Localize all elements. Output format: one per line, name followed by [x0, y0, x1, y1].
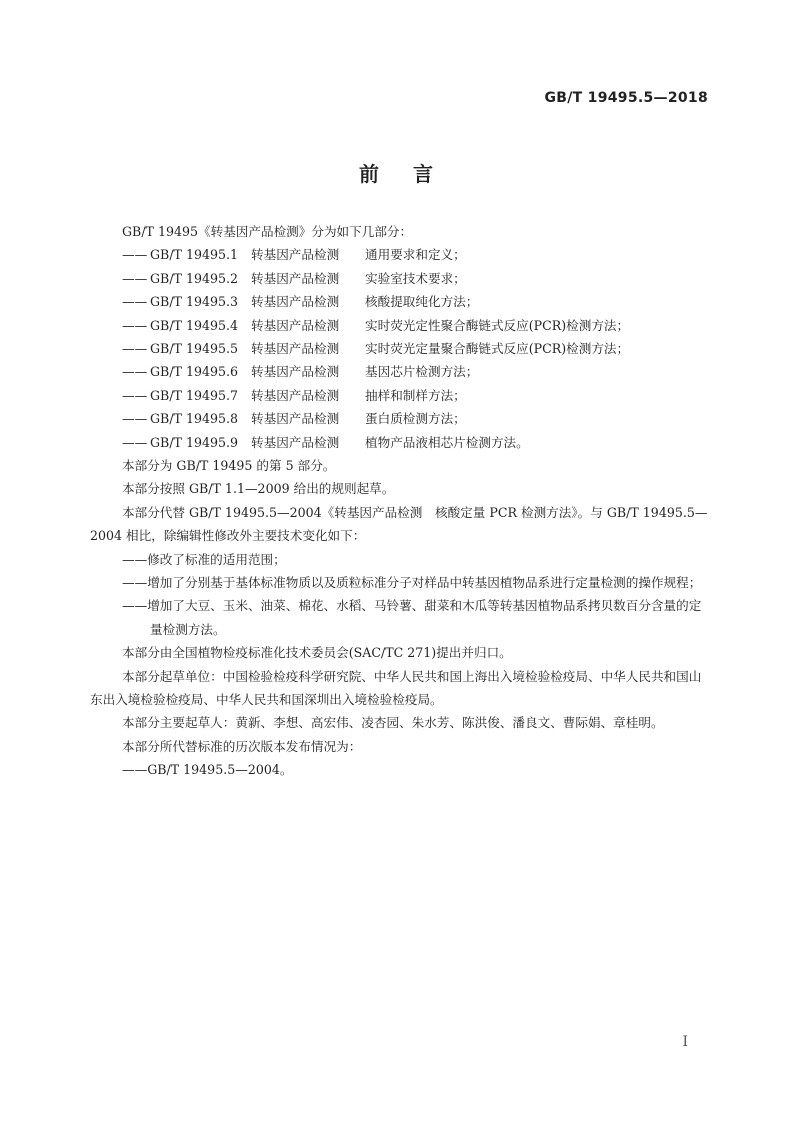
list-item	[122, 243, 712, 266]
list-item	[122, 571, 712, 594]
change-text: 增加了分别基于基体标准物质以及质粒标准分子对样品中转基因植物品系进行定量检测的操作规程；	[147, 574, 702, 590]
list-item	[122, 314, 712, 337]
dash-mark: ——	[122, 762, 148, 778]
part-code: GB/T 19495.8	[150, 411, 239, 427]
list-item	[122, 267, 712, 290]
dash-mark: ——	[122, 317, 148, 333]
part-category: 转基因产品检测	[251, 247, 340, 263]
replacement-paragraph: 本部分代替 GB/T 19495.5—2004《转基因产品检测 核酸定量 PCR 检测方法》。与 GB/T 19495.5—2004 相比，除编辑性修改外主要技术变化如下：	[90, 504, 708, 544]
document-body	[90, 220, 712, 782]
dash-mark: ——	[122, 551, 148, 567]
list-item	[122, 360, 712, 383]
history-entry: GB/T 19495.5—2004。	[147, 762, 293, 778]
list-item	[122, 594, 712, 641]
list-item	[122, 290, 712, 313]
part-name: 植物产品液相芯片检测方法。	[365, 434, 529, 450]
drafting-units-paragraph: 本部分起草单位：中国检验检疫科学研究院、中华人民共和国上海出入境检验检疫局、中华人民共和国山东出入境检验检疫局、中华人民共和国深圳出入境检验检疫局。	[90, 668, 702, 707]
list-item	[122, 337, 712, 360]
dash-mark: ——	[122, 598, 148, 614]
intro-paragraph: GB/T 19495《转基因产品检测》分为如下几部分：	[122, 224, 413, 239]
dash-mark: ——	[122, 247, 148, 263]
dash-mark: ——	[122, 294, 148, 310]
proposed-by-paragraph: 本部分由全国植物检疫标准化技术委员会(SAC/TC 271)提出并归口。	[122, 645, 512, 661]
changes-list	[122, 548, 712, 642]
page-number: I	[682, 1034, 688, 1050]
list-item	[122, 758, 712, 781]
dash-mark: ——	[122, 270, 148, 286]
part-name: 通用要求和定义；	[365, 247, 466, 263]
part-category: 转基因产品检测	[251, 294, 340, 310]
part-category: 转基因产品检测	[251, 364, 340, 380]
dash-mark: ——	[122, 340, 148, 356]
part-name: 蛋白质检测方法；	[365, 411, 466, 427]
list-item	[122, 548, 712, 571]
part-name: 核酸提取纯化方法；	[365, 294, 479, 310]
rules-statement: 本部分按照 GB/T 1.1—2009 给出的规则起草。	[122, 481, 395, 497]
list-item	[122, 407, 712, 430]
drafters-paragraph: 本部分主要起草人：黄新、李想、高宏伟、凌杏园、朱水芳、陈洪俊、潘良文、曹际娟、章桂明。	[122, 715, 664, 731]
part-name: 抽样和制样方法；	[365, 387, 466, 403]
dash-mark: ——	[122, 434, 148, 450]
part-category: 转基因产品检测	[251, 270, 340, 286]
part-code: GB/T 19495.3	[150, 294, 239, 310]
parts-list	[122, 243, 712, 454]
part-code: GB/T 19495.7	[150, 387, 239, 403]
part-code: GB/T 19495.2	[150, 270, 239, 286]
part-category: 转基因产品检测	[251, 317, 340, 333]
page-title: 前言	[359, 162, 467, 186]
change-text: 修改了标准的适用范围；	[147, 551, 286, 567]
part-code: GB/T 19495.1	[150, 247, 239, 263]
part-name: 实时荧光定性聚合酶链式反应(PCR)检测方法；	[365, 317, 630, 333]
part-code: GB/T 19495.5	[150, 340, 239, 356]
part-name: 实验室技术要求；	[365, 270, 466, 286]
history-heading: 本部分所代替标准的历次版本发布情况为：	[122, 738, 362, 754]
part-name: 实时荧光定量聚合酶链式反应(PCR)检测方法；	[365, 340, 630, 356]
part-name: 基因芯片检测方法；	[365, 364, 479, 380]
list-item	[122, 431, 712, 454]
part-code: GB/T 19495.6	[150, 364, 239, 380]
standard-code: GB/T 19495.5—2018	[544, 90, 708, 106]
part-category: 转基因产品检测	[251, 434, 340, 450]
dash-mark: ——	[122, 411, 148, 427]
dash-mark: ——	[122, 387, 148, 403]
part-code: GB/T 19495.4	[150, 317, 239, 333]
part-category: 转基因产品检测	[251, 411, 340, 427]
part-statement: 本部分为 GB/T 19495 的第 5 部分。	[122, 457, 336, 473]
change-text: 增加了大豆、玉米、油菜、棉花、水稻、马铃薯、甜菜和木瓜等转基因植物品系拷贝数百分含量的定量检测方法。	[147, 598, 702, 637]
list-item	[122, 384, 712, 407]
dash-mark: ——	[122, 574, 148, 590]
part-code: GB/T 19495.9	[150, 434, 239, 450]
part-category: 转基因产品检测	[251, 340, 340, 356]
part-category: 转基因产品检测	[251, 387, 340, 403]
dash-mark: ——	[122, 364, 148, 380]
